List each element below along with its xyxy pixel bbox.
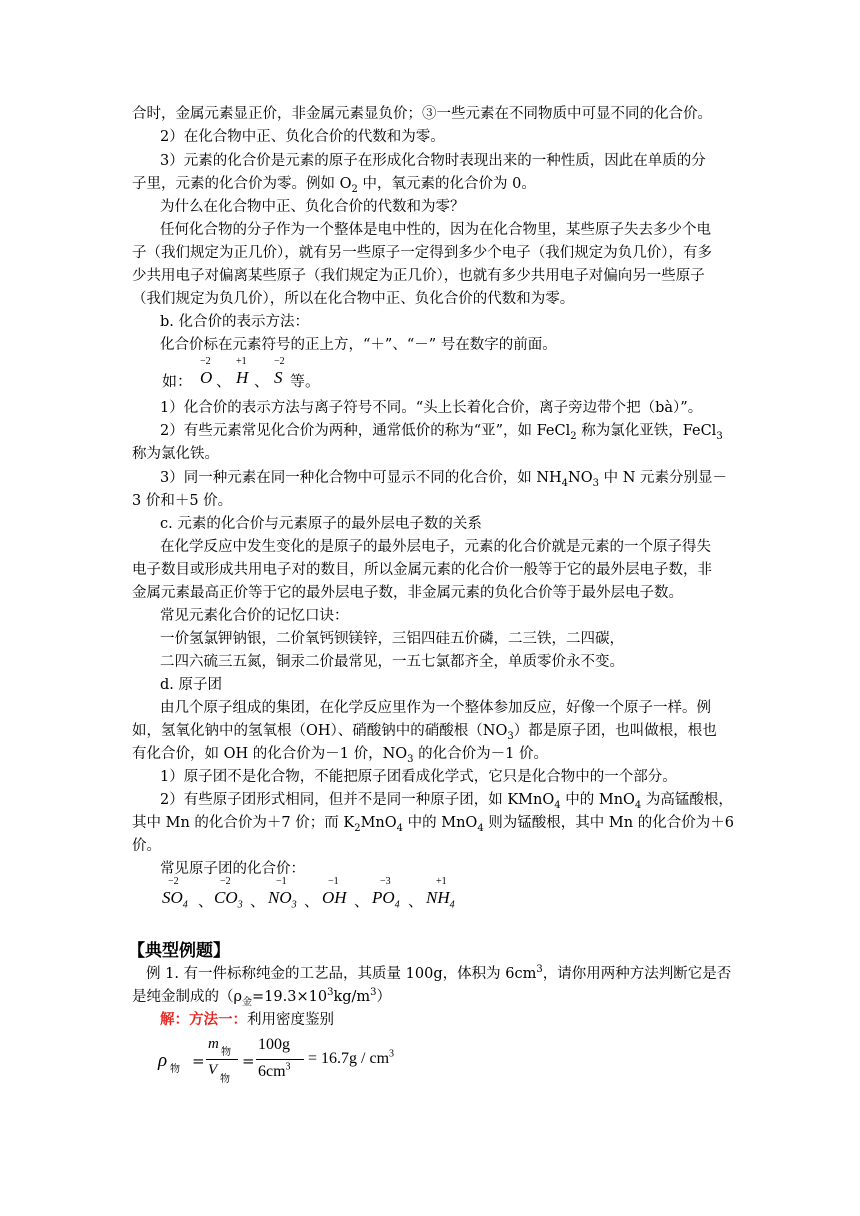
rho-subscript: 物 xyxy=(170,1064,180,1075)
separator: 、 xyxy=(216,372,232,390)
text-line: 常见原子团的化合价： xyxy=(160,861,305,877)
example-suffix: 等。 xyxy=(290,372,321,390)
text-line: 3）同一种元素在同一种化合物中可显示不同的化合价，如 $NH_4NO_3$ 中 N 元素分别显－ xyxy=(160,470,728,489)
separator: 、 xyxy=(198,892,214,910)
valence-value: −1 xyxy=(276,876,287,887)
mass-value: 100g xyxy=(258,1036,290,1053)
text-line: 子里，元素的化合价为零。例如 $O_2$ 中，氧元素的化合价为 0。 xyxy=(132,176,536,195)
text-line: 二四六硫三五氮，铜汞二价最常见，一五七氯都齐全，单质零价永不变。 xyxy=(160,654,624,670)
fraction-bar xyxy=(206,1059,238,1060)
valence-value: −3 xyxy=(380,876,391,887)
solution-text: 利用密度鉴别 xyxy=(247,1012,334,1028)
valence-symbol: −2 O xyxy=(200,356,213,387)
text-line: 金属元素最高正价等于它的最外层电子数，非金属元素的负化合价等于最外层电子数。 xyxy=(132,585,683,601)
radical-symbol: −1 OH xyxy=(322,876,347,907)
text-line: d. 原子团 xyxy=(160,677,222,693)
valence-value: −1 xyxy=(328,876,339,887)
separator: 、 xyxy=(250,892,266,910)
text-line: 常见元素化合价的记忆口诀： xyxy=(160,608,349,624)
rho-symbol: ρ xyxy=(158,1050,168,1071)
text-line: 子（我们规定为正几价），就有另一些原子一定得到多少个电子（我们规定为负几价），有多 xyxy=(132,245,712,261)
valence-value: −2 xyxy=(200,356,211,367)
section-heading: 【典型例题】 xyxy=(128,941,230,961)
text-line: 3）元素的化合价是元素的原子在形成化合物时表现出来的一种性质，因此在单质的分 xyxy=(160,153,706,169)
text-line: 如，氢氧化钠中的氢氧根（OH）、硝酸钠中的硝酸根$(NO_3)$都是原子团，也叫做根，根也 xyxy=(132,723,717,742)
fraction-bar xyxy=(256,1059,304,1060)
text-line: 2）有些元素常见化合价为两种，通常低价的称为“亚”，如 FeCl$_2$ 称为氯化亚铁，FeCl$_3$ xyxy=(160,423,723,442)
valence-value: +1 xyxy=(236,356,247,367)
text-line: （我们规定为负几价），所以在化合物中正、负化合价的代数和为零。 xyxy=(132,291,575,307)
text-line: 有化合价，如 OH 的化合价为－1 价，$NO_3$ 的化合价为－1 价。 xyxy=(132,746,548,765)
valence-symbol: −2 S xyxy=(274,356,285,387)
text-line: 化合价标在元素符号的正上方，“＋”、“－” 号在数字的前面。 xyxy=(160,337,557,353)
separator: 、 xyxy=(254,372,270,390)
radical-symbol: +1 $NH_4$ xyxy=(426,876,455,911)
radical-symbol: −2 $CO_3$ xyxy=(214,876,243,911)
valence-value: −2 xyxy=(168,876,179,887)
question-line: 例 1. 有一件标称纯金的工艺品，其质量 100g，体积为 $6cm^3$，请你用两种方法判断它是否 xyxy=(146,964,732,982)
text-line: b. 化合价的表示方法： xyxy=(160,314,309,330)
volume-symbol: V xyxy=(208,1062,218,1078)
density-result: = $16.7g / cm^3$ xyxy=(308,1048,395,1067)
text-line: 2）在化合物中正、负化合价的代数和为零。 xyxy=(160,129,445,145)
volume-value: $6cm^3$ xyxy=(258,1061,291,1080)
text-line: 电子数目或形成共用电子对的数目，所以金属元素的化合价一般等于它的最外层电子数，非 xyxy=(132,562,712,578)
text-line: 1）原子团不是化合物，不能把原子团看成化学式，它只是化合物中的一个部分。 xyxy=(160,769,677,785)
text-line: 在化学反应中发生变化的是原子的最外层电子，元素的化合价就是元素的一个原子得失 xyxy=(160,539,711,555)
text-line: 为什么在化合物中正、负化合价的代数和为零？ xyxy=(160,199,465,215)
text-line: 一价氢氯钾钠银，二价氧钙钡镁锌，三铝四硅五价磷，二三铁，二四碳， xyxy=(160,631,624,647)
valence-value: −2 xyxy=(220,876,231,887)
solution-line xyxy=(160,1010,334,1030)
valence-value: −2 xyxy=(274,356,285,367)
solution-label: 解：方法一： xyxy=(160,1011,247,1028)
text-line: 由几个原子组成的集团，在化学反应里作为一个整体参加反应，好像一个原子一样。例 xyxy=(160,700,711,716)
separator: 、 xyxy=(408,892,424,910)
mass-symbol: m xyxy=(208,1036,219,1052)
radical-symbol: −1 $NO_3$ xyxy=(268,876,297,911)
valence-value: +1 xyxy=(436,876,447,887)
radical-symbol: −3 $PO_4$ xyxy=(372,876,400,911)
text-line: 价。 xyxy=(132,838,161,854)
text-line: 任何化合物的分子作为一个整体是电中性的，因为在化合物里，某些原子失去多少个电 xyxy=(160,222,711,238)
text-line: c. 元素的化合价与元素原子的最外层电子数的关系 xyxy=(160,516,482,532)
text-line: 其中 Mn 的化合价为＋7 价；而 $K_2MnO_4$ 中的 MnO$_4$ 则为锰酸根，其中 Mn 的化合价为＋6 xyxy=(132,815,734,834)
text-line: 合时，金属元素显正价，非金属元素显负价；③一些元素在不同物质中可显不同的化合价。 xyxy=(132,106,712,122)
example-prefix: 如： xyxy=(162,372,193,390)
mass-subscript: 物 xyxy=(221,1047,231,1058)
text-line: 少共用电子对偏离某些原子（我们规定为正几价），也就有多少共用电子对偏向另一些原子 xyxy=(132,268,705,284)
radical-symbol: −2 $SO_4$ xyxy=(162,876,188,911)
separator: 、 xyxy=(354,892,370,910)
text-line: 2）有些原子团形式相同，但并不是同一种原子团，如 KMnO$_4$ 中的 MnO$_4$ 为高锰酸根， xyxy=(160,792,733,811)
equals-sign: = xyxy=(192,1052,205,1070)
separator: 、 xyxy=(304,892,320,910)
text-line: 称为氯化铁。 xyxy=(132,446,219,462)
text-line: 3 价和＋5 价。 xyxy=(132,493,233,509)
text-line: 1）化合价的表示方法与离子符号不同。“头上长着化合价，离子旁边带个把（bà）”。 xyxy=(160,400,703,416)
volume-subscript: 物 xyxy=(220,1074,230,1085)
question-line: 是纯金制成的$(\rho_金=19.3\times 10^3kg/m^3)$ xyxy=(132,987,392,1008)
equals-sign: = xyxy=(242,1052,255,1070)
density-formula xyxy=(158,1030,398,1090)
valence-symbol: +1 H xyxy=(236,356,249,387)
